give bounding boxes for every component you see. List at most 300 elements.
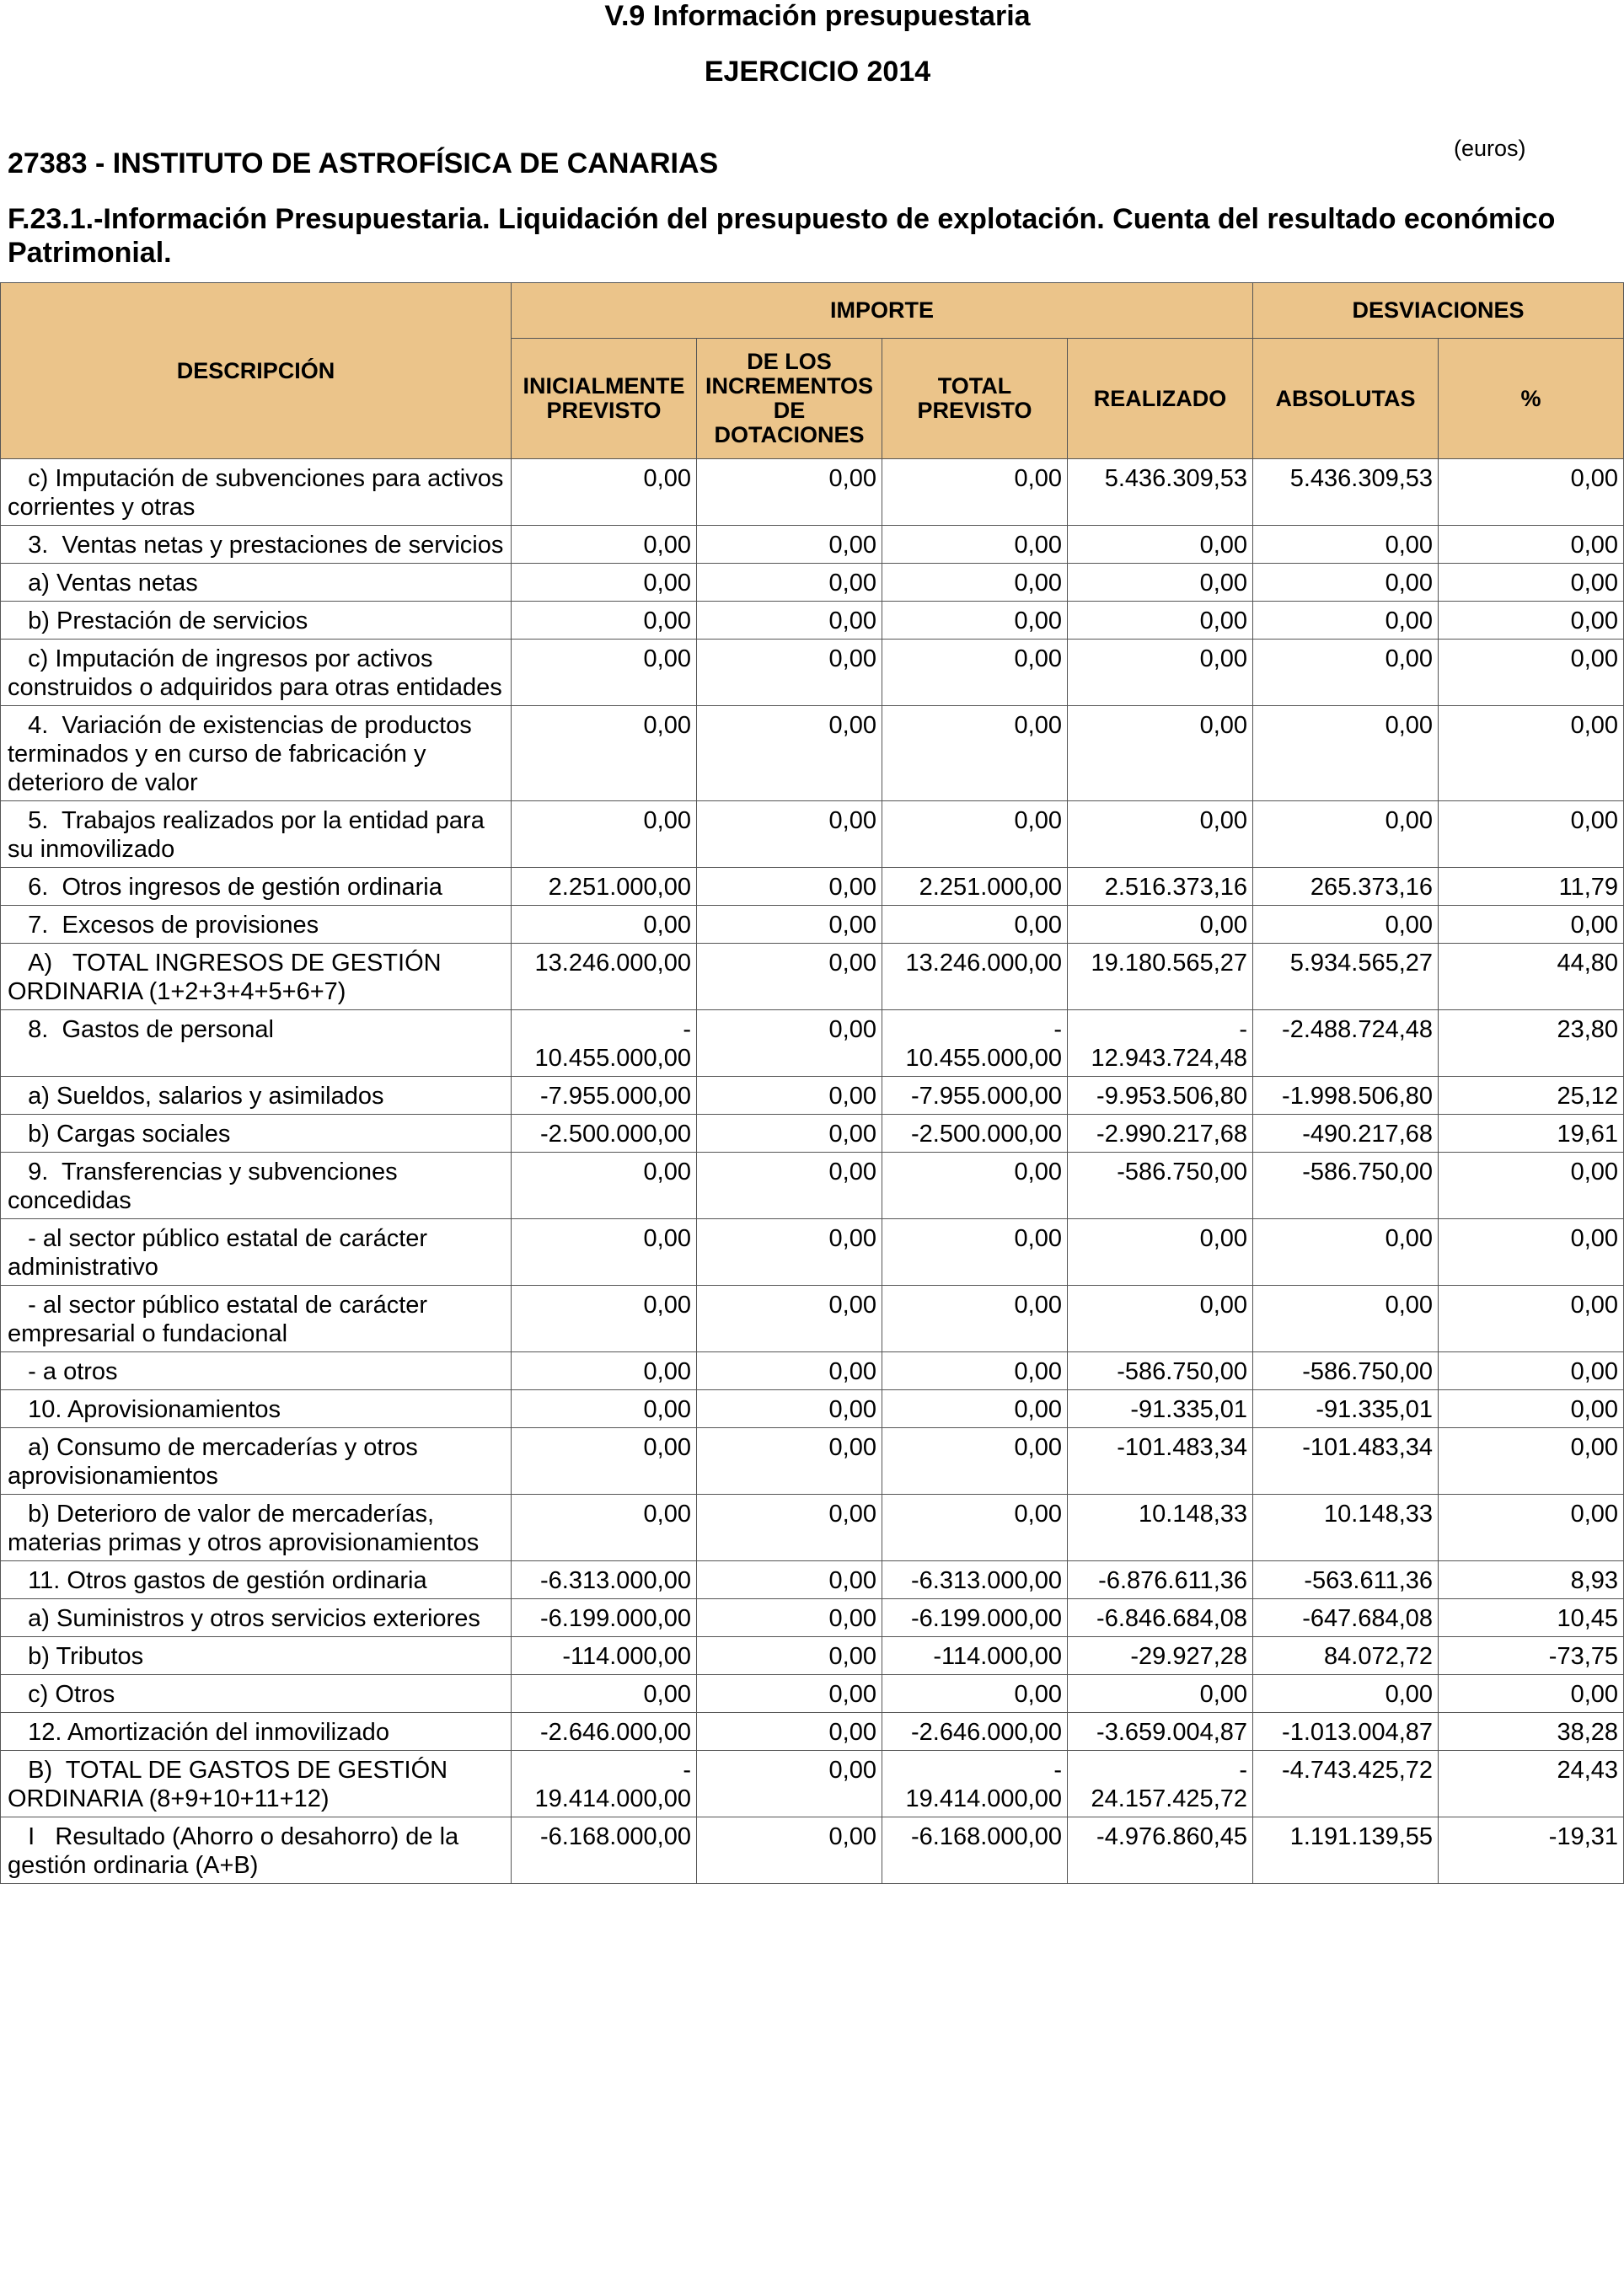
cell-incrementos	[697, 1115, 882, 1153]
cell-percent	[1439, 602, 1624, 640]
cell-percent	[1439, 459, 1624, 526]
cell-percent-text: 24,43	[1557, 1757, 1619, 1784]
cell-total-previsto-text: 2.251.000,00	[919, 874, 1062, 901]
cell-inicialmente-previsto	[512, 1352, 697, 1390]
cell-incrementos-text: 0,00	[828, 1605, 876, 1632]
cell-realizado-text: -586.750,00	[1117, 1159, 1248, 1185]
cell-incrementos	[697, 906, 882, 944]
page-title: V.9 Información presupuestaria	[604, 0, 1031, 32]
cell-absolutas-text: 0,00	[1385, 570, 1434, 597]
cell-realizado	[1068, 640, 1253, 706]
cell-realizado	[1068, 1599, 1253, 1637]
row-description	[1, 1390, 512, 1428]
table-header	[1, 283, 1624, 459]
cell-incrementos-text: 0,00	[828, 1681, 876, 1708]
cell-realizado-text: -29.927,28	[1130, 1643, 1248, 1670]
table-body	[1, 459, 1624, 1884]
row-description	[1, 868, 512, 906]
cell-realizado	[1068, 526, 1253, 564]
cell-percent	[1439, 906, 1624, 944]
row-description	[1, 1010, 512, 1077]
cell-total-previsto	[882, 1352, 1068, 1390]
cell-absolutas-text: 265.373,16	[1310, 874, 1434, 901]
cell-realizado-text: 19.180.565,27	[1091, 950, 1248, 977]
cell-realizado	[1068, 1637, 1253, 1675]
cell-absolutas	[1253, 1637, 1439, 1675]
cell-absolutas-text: -2.488.724,48	[1282, 1016, 1434, 1043]
table-row	[1, 868, 1624, 906]
cell-inicialmente-previsto	[512, 1713, 697, 1751]
row-description-text: b) Cargas sociales	[8, 1121, 231, 1148]
cell-absolutas	[1253, 1428, 1439, 1495]
cell-percent-text: 8,93	[1570, 1567, 1619, 1594]
cell-incrementos	[697, 1286, 882, 1352]
cell-total-previsto-text: -2.500.000,00	[911, 1121, 1062, 1148]
table-row	[1, 459, 1624, 526]
row-description-text: - al sector público estatal de carácter administrativo	[8, 1225, 435, 1281]
cell-absolutas	[1253, 1495, 1439, 1561]
cell-percent	[1439, 1817, 1624, 1884]
cell-total-previsto-text: 0,00	[1014, 712, 1062, 739]
cell-inicialmente-previsto-text: 0,00	[643, 1225, 691, 1252]
cell-incrementos-text: 0,00	[828, 807, 876, 834]
cell-absolutas	[1253, 1713, 1439, 1751]
group-header-desviaciones: DESVIACIONES	[1253, 283, 1624, 339]
cell-inicialmente-previsto	[512, 1599, 697, 1637]
cell-incrementos-text: 0,00	[828, 1823, 876, 1850]
table-row	[1, 1352, 1624, 1390]
cell-incrementos-text: 0,00	[828, 1719, 876, 1746]
cell-total-previsto-text: - 10.455.000,00	[905, 1016, 1062, 1072]
cell-incrementos-text: 0,00	[828, 1501, 876, 1528]
row-description	[1, 602, 512, 640]
cell-incrementos	[697, 640, 882, 706]
cell-realizado	[1068, 1713, 1253, 1751]
cell-realizado-text: 5.436.309,53	[1104, 465, 1248, 492]
cell-incrementos-text: 0,00	[828, 1567, 876, 1594]
row-description-text: 7. Excesos de provisiones	[8, 912, 319, 939]
cell-inicialmente-previsto-text: -2.646.000,00	[540, 1719, 691, 1746]
cell-inicialmente-previsto-text: 0,00	[643, 1396, 691, 1423]
cell-incrementos-text: 0,00	[828, 1225, 876, 1252]
cell-percent	[1439, 1077, 1624, 1115]
cell-realizado	[1068, 868, 1253, 906]
cell-absolutas	[1253, 1077, 1439, 1115]
cell-total-previsto-text: -2.646.000,00	[911, 1719, 1062, 1746]
cell-inicialmente-previsto-text: 0,00	[643, 645, 691, 672]
cell-percent	[1439, 640, 1624, 706]
row-description-text: c) Otros	[8, 1681, 115, 1708]
cell-incrementos-text: 0,00	[828, 1159, 876, 1185]
cell-percent-text: 44,80	[1557, 950, 1619, 977]
row-description	[1, 1352, 512, 1390]
row-description-text: c) Imputación de subvenciones para activos corrientes y otras	[8, 465, 511, 521]
cell-inicialmente-previsto	[512, 1115, 697, 1153]
cell-inicialmente-previsto	[512, 1561, 697, 1599]
cell-incrementos	[697, 1637, 882, 1675]
currency-units: (euros)	[1454, 136, 1526, 161]
row-description-text: 10. Aprovisionamientos	[8, 1396, 281, 1423]
cell-total-previsto	[882, 1077, 1068, 1115]
cell-percent-text: 0,00	[1570, 1159, 1619, 1185]
row-description	[1, 1219, 512, 1286]
table-row	[1, 1010, 1624, 1077]
cell-total-previsto	[882, 801, 1068, 868]
cell-realizado	[1068, 1675, 1253, 1713]
cell-total-previsto	[882, 564, 1068, 602]
cell-incrementos-text: 0,00	[828, 1121, 876, 1148]
cell-total-previsto	[882, 706, 1068, 801]
cell-total-previsto-text: 0,00	[1014, 1434, 1062, 1461]
table-row	[1, 1495, 1624, 1561]
cell-inicialmente-previsto-text: 0,00	[643, 1681, 691, 1708]
cell-incrementos-text: 0,00	[828, 607, 876, 634]
cell-absolutas	[1253, 1751, 1439, 1817]
cell-percent-text: 0,00	[1570, 607, 1619, 634]
cell-inicialmente-previsto-text: 0,00	[643, 570, 691, 597]
cell-inicialmente-previsto-text: -2.500.000,00	[540, 1121, 691, 1148]
row-description	[1, 459, 512, 526]
cell-absolutas	[1253, 1286, 1439, 1352]
cell-inicialmente-previsto-text: - 10.455.000,00	[534, 1016, 691, 1072]
cell-total-previsto	[882, 1817, 1068, 1884]
cell-incrementos-text: 0,00	[828, 645, 876, 672]
cell-absolutas-text: -101.483,34	[1302, 1434, 1434, 1461]
table-row	[1, 1713, 1624, 1751]
cell-inicialmente-previsto	[512, 640, 697, 706]
cell-total-previsto	[882, 1495, 1068, 1561]
row-description-text: 8. Gastos de personal	[8, 1016, 274, 1043]
cell-realizado	[1068, 1286, 1253, 1352]
cell-absolutas-text: -563.611,36	[1304, 1567, 1434, 1594]
cell-incrementos	[697, 1390, 882, 1428]
cell-incrementos-text: 0,00	[828, 912, 876, 939]
cell-realizado	[1068, 1751, 1253, 1817]
cell-absolutas-text: 0,00	[1385, 1681, 1434, 1708]
cell-realizado	[1068, 564, 1253, 602]
cell-absolutas	[1253, 602, 1439, 640]
table-row	[1, 706, 1624, 801]
cell-total-previsto	[882, 906, 1068, 944]
cell-absolutas	[1253, 1153, 1439, 1219]
cell-realizado-text: -586.750,00	[1117, 1358, 1248, 1385]
cell-inicialmente-previsto	[512, 602, 697, 640]
cell-percent-text: 10,45	[1557, 1605, 1619, 1632]
cell-percent	[1439, 1390, 1624, 1428]
cell-realizado	[1068, 1010, 1253, 1077]
cell-percent	[1439, 1675, 1624, 1713]
cell-absolutas	[1253, 868, 1439, 906]
row-description	[1, 1713, 512, 1751]
row-description-text: a) Ventas netas	[8, 570, 198, 597]
cell-total-previsto	[882, 1751, 1068, 1817]
cell-realizado	[1068, 1495, 1253, 1561]
cell-realizado-text: -6.846.684,08	[1096, 1605, 1248, 1632]
cell-realizado	[1068, 1428, 1253, 1495]
cell-realizado-text: -2.990.217,68	[1096, 1121, 1248, 1148]
cell-percent	[1439, 1495, 1624, 1561]
cell-total-previsto	[882, 868, 1068, 906]
cell-absolutas-text: 5.934.565,27	[1289, 950, 1434, 977]
cell-realizado-text: 0,00	[1199, 712, 1248, 739]
cell-inicialmente-previsto	[512, 1817, 697, 1884]
cell-percent-text: 0,00	[1570, 1681, 1619, 1708]
row-description-text: 6. Otros ingresos de gestión ordinaria	[8, 874, 442, 901]
cell-absolutas-text: 0,00	[1385, 1292, 1434, 1319]
cell-incrementos	[697, 1561, 882, 1599]
cell-percent-text: 0,00	[1570, 1358, 1619, 1385]
cell-total-previsto-text: 0,00	[1014, 1159, 1062, 1185]
cell-percent	[1439, 564, 1624, 602]
cell-percent-text: 25,12	[1557, 1083, 1619, 1110]
row-description	[1, 1817, 512, 1884]
cell-percent	[1439, 1428, 1624, 1495]
cell-inicialmente-previsto	[512, 1010, 697, 1077]
cell-incrementos-text: 0,00	[828, 1358, 876, 1385]
row-description	[1, 1428, 512, 1495]
row-description	[1, 1675, 512, 1713]
cell-incrementos-text: 0,00	[828, 1083, 876, 1110]
table-row	[1, 1817, 1624, 1884]
cell-absolutas-text: -1.998.506,80	[1282, 1083, 1434, 1110]
row-description	[1, 1495, 512, 1561]
cell-total-previsto	[882, 1637, 1068, 1675]
budget-table	[0, 282, 1624, 1884]
cell-incrementos	[697, 1713, 882, 1751]
cell-total-previsto	[882, 459, 1068, 526]
cell-inicialmente-previsto	[512, 526, 697, 564]
cell-realizado-text: 0,00	[1199, 532, 1248, 559]
cell-incrementos-text: 0,00	[828, 1016, 876, 1043]
cell-absolutas-text: 0,00	[1385, 807, 1434, 834]
cell-percent-text: 23,80	[1557, 1016, 1619, 1043]
cell-inicialmente-previsto-text: - 19.414.000,00	[534, 1757, 691, 1812]
cell-total-previsto-text: -6.168.000,00	[911, 1823, 1062, 1850]
cell-inicialmente-previsto-text: 0,00	[643, 1434, 691, 1461]
cell-incrementos	[697, 944, 882, 1010]
group-header-importe: IMPORTE	[512, 283, 1253, 339]
row-description-text: 4. Variación de existencias de productos terminados y en curso de fabricación y deterioro de valor	[8, 712, 479, 796]
cell-realizado	[1068, 706, 1253, 801]
cell-percent-text: 0,00	[1570, 465, 1619, 492]
cell-realizado	[1068, 602, 1253, 640]
cell-realizado-text: -9.953.506,80	[1096, 1083, 1248, 1110]
cell-absolutas	[1253, 1599, 1439, 1637]
cell-percent	[1439, 1153, 1624, 1219]
cell-incrementos	[697, 1751, 882, 1817]
row-description	[1, 1751, 512, 1817]
cell-inicialmente-previsto-text: 0,00	[643, 465, 691, 492]
cell-percent	[1439, 1713, 1624, 1751]
cell-realizado-text: - 12.943.724,48	[1091, 1016, 1248, 1072]
table-row	[1, 906, 1624, 944]
cell-realizado-text: 2.516.373,16	[1104, 874, 1248, 901]
cell-total-previsto-text: 0,00	[1014, 1358, 1062, 1385]
row-description	[1, 526, 512, 564]
cell-inicialmente-previsto	[512, 1390, 697, 1428]
row-description-text: 3. Ventas netas y prestaciones de servicios	[8, 532, 504, 559]
table-row	[1, 526, 1624, 564]
cell-incrementos-text: 0,00	[828, 1396, 876, 1423]
cell-percent	[1439, 526, 1624, 564]
cell-percent	[1439, 1286, 1624, 1352]
cell-percent-text: 0,00	[1570, 807, 1619, 834]
cell-incrementos-text: 0,00	[828, 532, 876, 559]
table-row	[1, 1428, 1624, 1495]
table-row	[1, 1561, 1624, 1599]
cell-inicialmente-previsto	[512, 1428, 697, 1495]
cell-percent-text: 0,00	[1570, 570, 1619, 597]
cell-absolutas-text: -647.684,08	[1302, 1605, 1434, 1632]
table-row	[1, 944, 1624, 1010]
cell-total-previsto	[882, 526, 1068, 564]
cell-absolutas	[1253, 1115, 1439, 1153]
cell-incrementos	[697, 1010, 882, 1077]
cell-inicialmente-previsto-text: 13.246.000,00	[534, 950, 691, 977]
table-row	[1, 1219, 1624, 1286]
cell-absolutas-text: 0,00	[1385, 912, 1434, 939]
cell-absolutas-text: 0,00	[1385, 1225, 1434, 1252]
row-description-text: b) Deterioro de valor de mercaderías, materias primas y otros aprovisionamientos	[8, 1501, 480, 1556]
table-row	[1, 1077, 1624, 1115]
cell-realizado-text: 0,00	[1199, 1225, 1248, 1252]
cell-absolutas-text: 84.072,72	[1324, 1643, 1434, 1670]
cell-inicialmente-previsto	[512, 1219, 697, 1286]
cell-inicialmente-previsto-text: 0,00	[643, 807, 691, 834]
cell-percent-text: 11,79	[1558, 874, 1619, 901]
row-description-text: A) TOTAL INGRESOS DE GESTIÓN ORDINARIA (1+2+3+4+5+6+7)	[8, 950, 448, 1005]
table-row	[1, 1751, 1624, 1817]
cell-absolutas	[1253, 1561, 1439, 1599]
cell-incrementos-text: 0,00	[828, 570, 876, 597]
cell-total-previsto-text: 0,00	[1014, 570, 1062, 597]
cell-incrementos	[697, 1495, 882, 1561]
cell-incrementos	[697, 564, 882, 602]
cell-incrementos-text: 0,00	[828, 1292, 876, 1319]
cell-realizado	[1068, 1352, 1253, 1390]
table-row	[1, 564, 1624, 602]
cell-inicialmente-previsto	[512, 564, 697, 602]
cell-percent-text: 0,00	[1570, 712, 1619, 739]
cell-realizado-text: 0,00	[1199, 607, 1248, 634]
cell-incrementos	[697, 526, 882, 564]
row-description-text: I Resultado (Ahorro o desahorro) de la gestión ordinaria (A+B)	[8, 1823, 466, 1879]
cell-absolutas-text: 0,00	[1385, 712, 1434, 739]
cell-inicialmente-previsto	[512, 1637, 697, 1675]
cell-absolutas-text: 10.148,33	[1324, 1501, 1434, 1528]
col-header-absolutas: ABSOLUTAS	[1253, 339, 1439, 459]
organization-name: 27383 - INSTITUTO DE ASTROFÍSICA DE CANARIAS	[8, 147, 719, 179]
cell-inicialmente-previsto-text: 0,00	[643, 1292, 691, 1319]
cell-realizado-text: 0,00	[1199, 1681, 1248, 1708]
table-row	[1, 1286, 1624, 1352]
cell-total-previsto	[882, 640, 1068, 706]
cell-total-previsto-text: -114.000,00	[933, 1643, 1062, 1670]
cell-incrementos	[697, 1817, 882, 1884]
cell-total-previsto-text: 0,00	[1014, 912, 1062, 939]
cell-inicialmente-previsto	[512, 1751, 697, 1817]
cell-total-previsto-text: 0,00	[1014, 465, 1062, 492]
cell-realizado	[1068, 1077, 1253, 1115]
cell-incrementos-text: 0,00	[828, 874, 876, 901]
col-header-description: DESCRIPCIÓN	[1, 283, 512, 459]
table-row	[1, 1390, 1624, 1428]
col-header-incrementos: DE LOS INCREMENTOS DE DOTACIONES	[697, 339, 882, 459]
cell-incrementos-text: 0,00	[828, 465, 876, 492]
cell-inicialmente-previsto-text: -7.955.000,00	[540, 1083, 691, 1110]
cell-realizado	[1068, 1153, 1253, 1219]
cell-incrementos-text: 0,00	[828, 712, 876, 739]
cell-absolutas-text: 5.436.309,53	[1289, 465, 1434, 492]
cell-percent-text: 0,00	[1570, 1225, 1619, 1252]
cell-absolutas-text: -4.743.425,72	[1282, 1757, 1434, 1784]
cell-incrementos	[697, 1352, 882, 1390]
cell-total-previsto-text: 0,00	[1014, 1681, 1062, 1708]
cell-absolutas-text: 0,00	[1385, 607, 1434, 634]
cell-incrementos	[697, 602, 882, 640]
cell-percent	[1439, 1352, 1624, 1390]
cell-inicialmente-previsto-text: 0,00	[643, 1501, 691, 1528]
cell-absolutas	[1253, 944, 1439, 1010]
cell-percent	[1439, 1219, 1624, 1286]
cell-total-previsto-text: -6.199.000,00	[911, 1605, 1062, 1632]
cell-total-previsto-text: - 19.414.000,00	[905, 1757, 1062, 1812]
cell-absolutas-text: 0,00	[1385, 532, 1434, 559]
cell-total-previsto	[882, 1219, 1068, 1286]
cell-inicialmente-previsto	[512, 801, 697, 868]
cell-inicialmente-previsto-text: 0,00	[643, 912, 691, 939]
cell-total-previsto	[882, 1115, 1068, 1153]
cell-inicialmente-previsto	[512, 944, 697, 1010]
cell-absolutas-text: -586.750,00	[1302, 1159, 1434, 1185]
row-description	[1, 801, 512, 868]
cell-realizado	[1068, 944, 1253, 1010]
cell-absolutas	[1253, 1010, 1439, 1077]
cell-realizado-text: 0,00	[1199, 645, 1248, 672]
col-header-inicialmente-previsto: INICIALMENTE PREVISTO	[512, 339, 697, 459]
cell-absolutas	[1253, 801, 1439, 868]
row-description-text: 5. Trabajos realizados por la entidad para su inmovilizado	[8, 807, 491, 863]
row-description-text: a) Consumo de mercaderías y otros aprovisionamientos	[8, 1434, 425, 1490]
col-header-realizado: REALIZADO	[1068, 339, 1253, 459]
cell-inicialmente-previsto-text: 0,00	[643, 1159, 691, 1185]
cell-total-previsto	[882, 1390, 1068, 1428]
cell-percent	[1439, 868, 1624, 906]
cell-percent	[1439, 801, 1624, 868]
cell-realizado-text: -6.876.611,36	[1098, 1567, 1248, 1594]
cell-percent-text: 0,00	[1570, 1396, 1619, 1423]
row-description-text: b) Prestación de servicios	[8, 607, 308, 634]
cell-inicialmente-previsto	[512, 459, 697, 526]
cell-incrementos	[697, 1599, 882, 1637]
cell-realizado-text: -101.483,34	[1117, 1434, 1248, 1461]
row-description	[1, 640, 512, 706]
row-description	[1, 906, 512, 944]
cell-absolutas-text: -586.750,00	[1302, 1358, 1434, 1385]
cell-incrementos-text: 0,00	[828, 1757, 876, 1784]
cell-percent	[1439, 1115, 1624, 1153]
cell-inicialmente-previsto-text: 2.251.000,00	[548, 874, 691, 901]
cell-percent-text: -73,75	[1548, 1643, 1619, 1670]
cell-realizado	[1068, 1817, 1253, 1884]
cell-absolutas	[1253, 1390, 1439, 1428]
row-description	[1, 1115, 512, 1153]
cell-absolutas	[1253, 640, 1439, 706]
cell-total-previsto	[882, 602, 1068, 640]
row-description	[1, 1637, 512, 1675]
cell-absolutas	[1253, 1219, 1439, 1286]
cell-realizado-text: 0,00	[1199, 1292, 1248, 1319]
